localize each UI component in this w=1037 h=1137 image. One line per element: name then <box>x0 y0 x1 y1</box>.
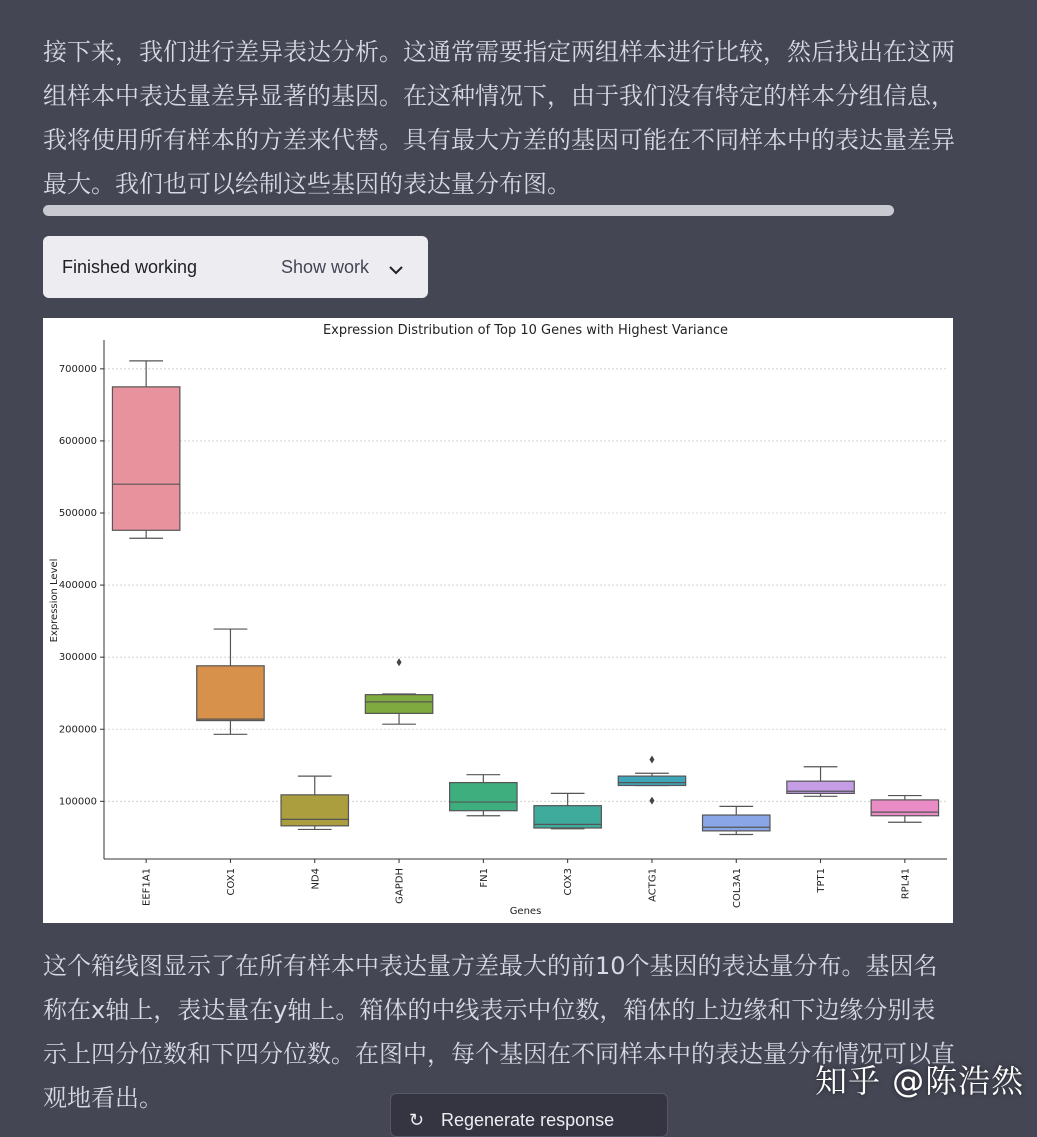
regenerate-label: Regenerate response <box>441 1110 615 1130</box>
x-tick-label: FN1 <box>478 868 490 888</box>
x-tick-label: EEF1A1 <box>141 868 153 906</box>
x-tick-label: TPT1 <box>816 868 828 893</box>
y-tick-label: 100000 <box>58 796 97 808</box>
x-tick-label: ND4 <box>310 868 322 890</box>
x-tick-label: COX1 <box>225 868 237 896</box>
box-flier-marker <box>649 756 654 764</box>
y-tick-label: 500000 <box>58 508 97 519</box>
y-tick-label: 600000 <box>58 435 97 447</box>
box-rpl41 <box>871 800 938 816</box>
box-col3a1 <box>703 815 770 831</box>
box-gapdh <box>365 695 432 714</box>
message-outro-text: 这个箱线图显示了在所有样本中表达量方差最大的前10个基因的表达量分布。基因名称在x轴上，表达量在y轴上。箱体的中线表示中位数，箱体的上边缘和下边缘分别表示上四分位数和下四分位数。在图中，每个基因在不同样本中的表达量分布情况可以直观地看出。 <box>43 952 955 1112</box>
y-tick-label: 400000 <box>58 580 97 592</box>
x-tick-label: ACTG1 <box>647 868 659 902</box>
box-fn1 <box>450 783 517 811</box>
box-flier-marker <box>649 797 654 805</box>
tool-status-box <box>43 236 428 298</box>
boxplot-svg <box>43 318 953 923</box>
watermark: 知乎 @陈浩然 <box>815 1062 1025 1100</box>
chevron-down-icon[interactable] <box>388 260 404 281</box>
status-label: Finished working <box>62 257 198 277</box>
y-tick-label: 200000 <box>58 724 97 736</box>
y-tick-label: 300000 <box>58 652 97 664</box>
chart-title: Expression Distribution of Top 10 Genes with Highest Variance <box>322 323 729 338</box>
box-eef1a1 <box>112 387 179 530</box>
box-actg1 <box>618 776 685 785</box>
horizontal-scrollbar[interactable] <box>43 205 894 216</box>
regenerate-response-button[interactable] <box>390 1093 668 1137</box>
x-tick-label: COX3 <box>563 868 575 896</box>
x-tick-label: GAPDH <box>394 868 406 904</box>
refresh-icon: ↻ <box>409 1110 425 1130</box>
box-cox1 <box>197 666 264 721</box>
box-nd4 <box>281 795 348 826</box>
message-intro-text: 接下来，我们进行差异表达分析。这通常需要指定两组样本进行比较，然后找出在这两组样本中表达量差异显著的基因。在这种情况下，由于我们没有特定的样本分组信息，我将使用所有样本的方差来代替。具有最大方差的基因可能在不同样本中的表达量差异最大。我们也可以绘制这些基因的表达量分布图。 <box>43 38 955 198</box>
y-axis-label: Expression Level <box>49 558 60 643</box>
show-work-button[interactable]: Show work <box>281 257 370 277</box>
x-axis-label: Genes <box>509 906 542 917</box>
boxplot-chart <box>43 318 953 923</box>
y-tick-label: 700000 <box>58 363 97 375</box>
x-tick-label: RPL41 <box>900 868 912 900</box>
x-tick-label: COL3A1 <box>731 868 743 908</box>
box-flier-marker <box>397 658 402 666</box>
